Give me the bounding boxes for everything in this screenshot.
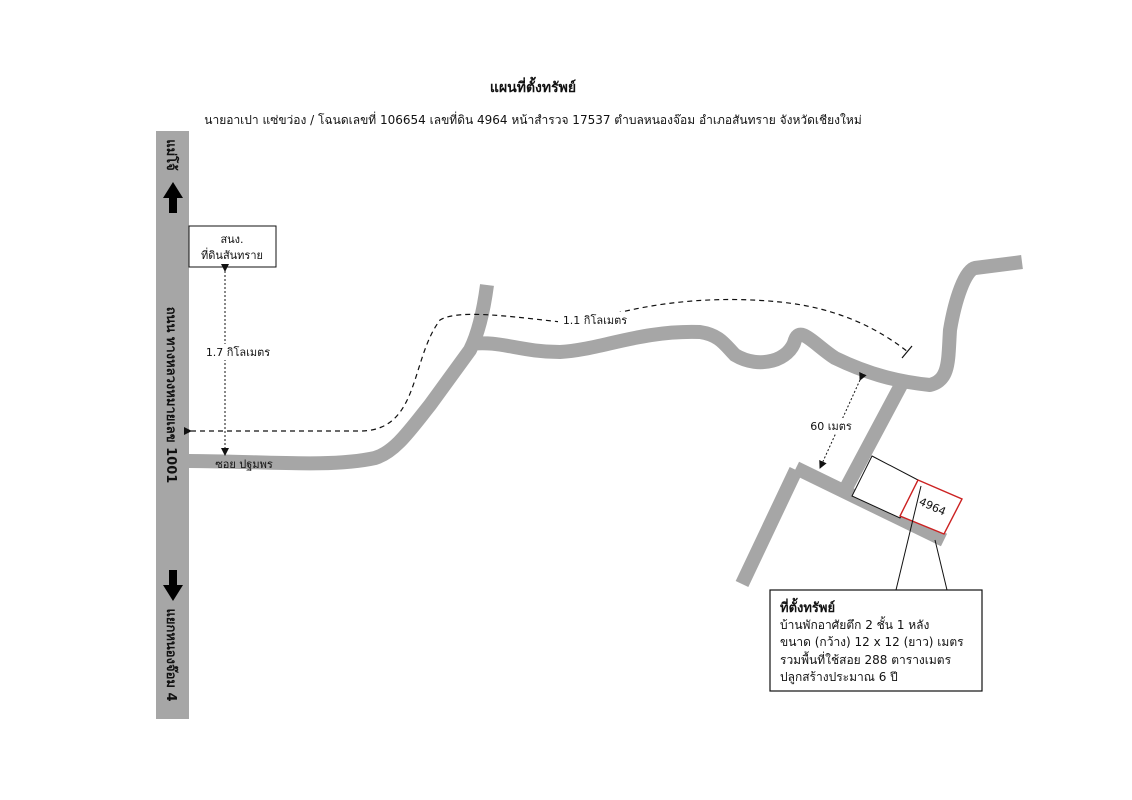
highway-name-label: ถนน ทางหลวงหมายเลข 1001 [163,306,178,484]
property-info-heading: ที่ตั้งทรัพย์ [780,601,836,616]
soi-road [189,262,1022,463]
property-subtitle: นายอาเปา แซ่ขว่อง / โฉนดเลขที่ 106654 เลขที่ดิน 4964 หน้าสำรวจ 17537 ตำบลหนองจ๊อม อำเภอสันทราย จังหวัดเชียงใหม่ [204,113,862,127]
property-info-line: รวมพื้นที่ใช้สอย 288 ตารางเมตร [780,653,952,667]
property-info-line: ปลูกสร้างประมาณ 6 ปี [780,670,898,684]
soi-name-label: ซอย ปฐมพร [215,458,273,471]
landmark-line2: ที่ดินสันทราย [201,249,263,262]
parcel-number: 4964 [916,495,948,519]
route-dashed-line [191,300,908,431]
callout-line-right [935,540,947,590]
property-info-line: บ้านพักอาศัยตึก 2 ชั้น 1 หลัง [780,618,930,632]
distance-label-road: 1.1 กิโลเมตร [562,314,628,327]
south-direction-label: แยกหนองจ๊อม 4 [163,608,178,702]
landmark-line1: สนง. [220,233,244,246]
distance-label-landmark: 1.7 กิโลเมตร [205,346,271,359]
property-info-line: ขนาด (กว้าง) 12 x 12 (ยาว) เมตร [780,635,964,649]
map-title: แผนที่ตั้งทรัพย์ [489,80,577,96]
north-direction-label: แม่โจ้ [163,139,178,171]
distance-label-property: 60 เมตร [810,420,852,433]
